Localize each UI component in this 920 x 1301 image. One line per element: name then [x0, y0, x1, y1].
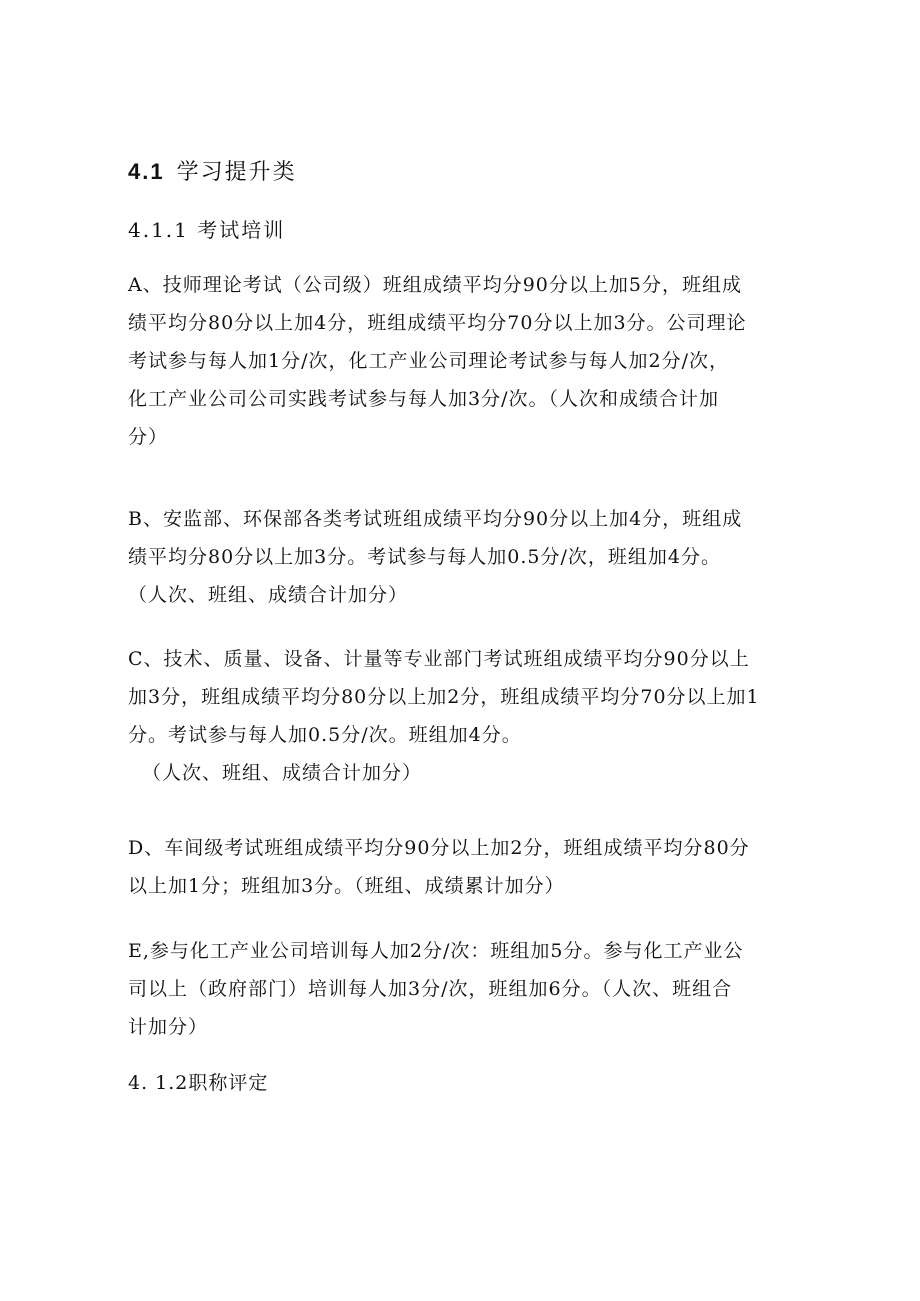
paragraph-a [128, 266, 798, 456]
paragraph-line: （人次、班组、成绩合计加分） [142, 762, 423, 784]
paragraph-line: 考试参与每人加1分/次，化工产业公司理论考试参与每人加2分/次， [128, 350, 729, 372]
paragraph-d [128, 829, 798, 905]
paragraph-e [128, 932, 798, 1046]
paragraph-line: 绩平均分80分以上加3分。考试参与每人加0.5分/次，班组加4分。 [128, 546, 721, 568]
subsection-title: 考试培训 [197, 218, 286, 242]
paragraph-line: 分） [128, 426, 169, 448]
paragraph-line: （人次、班组、成绩合计加分） [128, 584, 409, 606]
paragraph-line: 绩平均分80分以上加4分，班组成绩平均分70分以上加3分。公司理论 [128, 312, 747, 334]
paragraph-line: B、安监部、环保部各类考试班组成绩平均分90分以上加4分，班组成 [128, 508, 743, 530]
paragraph-line: D、车间级考试班组成绩平均分90分以上加2分，班组成绩平均分80分 [128, 837, 750, 859]
subsection-heading-exam-training [128, 210, 285, 250]
paragraph-line: 司以上（政府部门）培训每人加3分/次，班组加6分。（人次、班组合 [128, 978, 733, 1000]
paragraph-line: 分。考试参与每人加0.5分/次。班组加4分。 [128, 724, 522, 746]
paragraph-c [128, 640, 798, 792]
paragraph-line: 加3分，班组成绩平均分80分以上加2分，班组成绩平均分70分以上加1 [128, 686, 760, 708]
paragraph-line: 化工产业公司公司实践考试参与每人加3分/次。（人次和成绩合计加 [128, 388, 719, 410]
paragraph-line: 计加分） [128, 1016, 209, 1038]
paragraph-line: E,参与化工产业公司培训每人加2分/次：班组加5分。参与化工产业公 [128, 940, 744, 962]
subsection-heading-title-evaluation: 4. 1.2职称评定 [128, 1072, 269, 1094]
section-title: 学习提升类 [176, 160, 297, 185]
paragraph-b [128, 500, 798, 614]
paragraph-line: A、技师理论考试（公司级）班组成绩平均分90分以上加5分，班组成 [128, 274, 742, 296]
subsection-number: 4.1.1 [128, 218, 189, 242]
section-number: 4.1 [128, 159, 165, 184]
paragraph-line: 以上加1分；班组加3分。（班组、成绩累计加分） [128, 875, 565, 897]
section-heading [128, 152, 297, 193]
paragraph-line: C、技术、质量、设备、计量等专业部门考试班组成绩平均分90分以上 [128, 648, 750, 670]
